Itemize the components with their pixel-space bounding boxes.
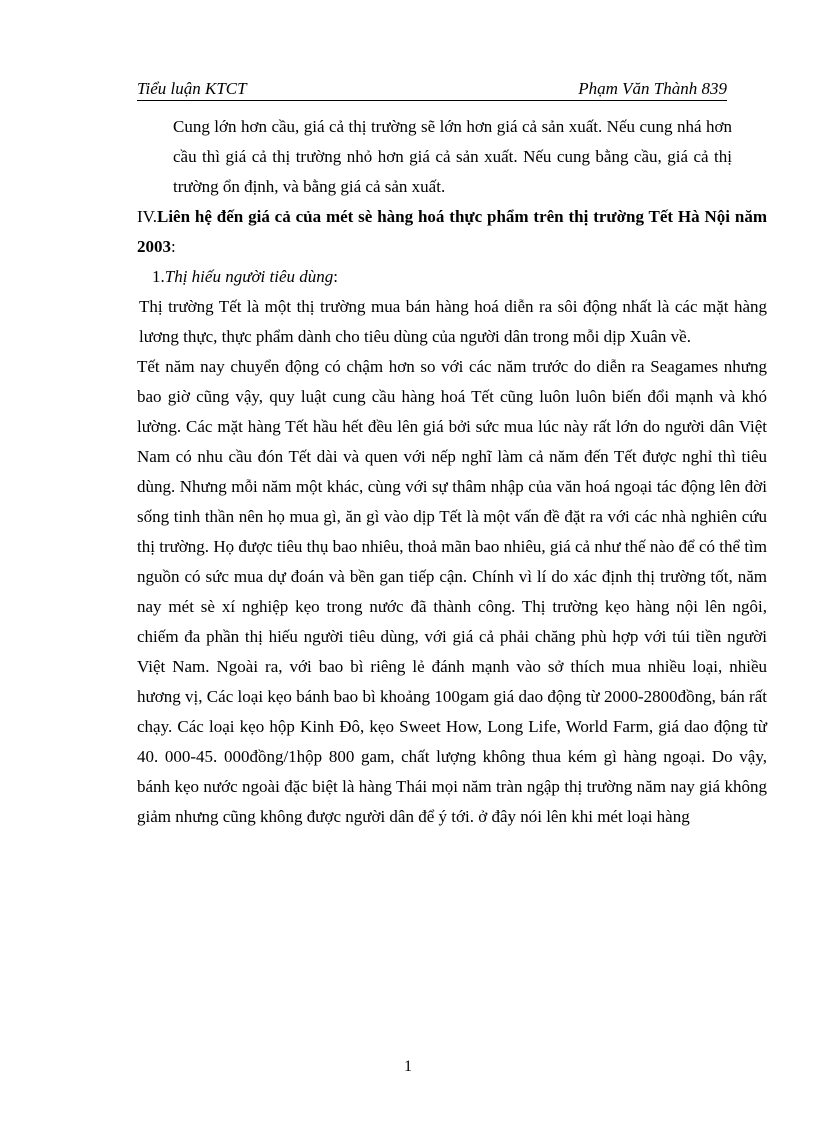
section-iv-title: Liên hệ đến giá cả của mét sè hàng hoá thực phẩm trên thị trường Tết Hà Nội năm 2003 — [137, 207, 767, 256]
subsection-1-colon: : — [333, 267, 338, 286]
section-iv-heading — [137, 202, 767, 262]
subsection-1-title: Thị hiếu người tiêu dùng — [164, 267, 334, 286]
page-number: 1 — [404, 1058, 412, 1075]
subsection-1-number: 1. — [152, 267, 165, 286]
intro-paragraph: Cung lớn hơn cầu, giá cả thị trường sẽ lớn hơn giá cả sản xuất. Nếu cung nhá hơn cầu thì giá cả thị trường nhỏ hơn giá cả sản xuất. Nếu cung bằng cầu, giá cả thị trường ổn định, và bằng giá cả sản xuất. — [173, 117, 732, 196]
subsection-1-heading — [137, 262, 767, 292]
section-iv-colon: : — [171, 237, 176, 256]
header-left: Tiểu luận KTCT — [137, 79, 247, 98]
header-right: Phạm Văn Thành 839 — [578, 79, 727, 98]
body-text — [137, 112, 767, 832]
paragraph-2: Tết năm nay chuyển động có chậm hơn so với các năm trước do diễn ra Seagames nhưng bao giờ cũng vậy, quy luật cung cầu hàng hoá Tết cũng luôn luôn biến đổi mạnh và khó lường. Các mặt hàng Tết hầu hết đều lên giá bởi sức mua lúc này rất lớn do người dân Việt Nam có nhu cầu đón Tết dài và quen với nếp nghĩ làm cả năm đến Tết được nghỉ thì tiêu dùng. Nhưng mỗi năm một khác, cùng với sự thâm nhập của văn hoá ngoại tác động lên đời sống tinh thần nên họ mua gì, ăn gì vào dịp Tết là một vấn đề đặt ra với các nhà nghiên cứu thị trường. Họ được tiêu thụ bao nhiêu, thoả mãn bao nhiêu, giá cả như thế nào để có thể tìm nguồn có sức mua dự đoán và bền gan tiếp cận. Chính vì lí do xác định thị trường tốt, năm nay mét sè xí nghiệp kẹo trong nước đã thành công. Thị trường kẹo hàng nội lên ngôi, chiếm đa phần thị hiếu người tiêu dùng, với giá cả phải chăng phù hợp với túi tiền người Việt Nam. Ngoài ra, với bao bì riêng lẻ đánh mạnh vào sở thích mua nhiều loại, nhiều hương vị, Các loại kẹo bánh bao bì khoảng 100gam giá dao động từ 2000-2800đồng, bán rất chạy. Các loại kẹo hộp Kinh Đô, kẹo Sweet How, Long Life, World Farm, giá dao động từ 40. 000-45. 000đồng/1hộp 800 gam, chất lượng không thua kém gì hàng ngoại. Do vậy, bánh kẹo nước ngoài đặc biệt là hàng Thái mọi năm tràn ngập thị trường năm nay giá không giảm nhưng cũng không được người dân để ý tới. ở đây nói lên khi mét loại hàng — [137, 357, 767, 826]
page-header — [137, 78, 727, 101]
section-iv-number: IV. — [137, 207, 157, 226]
paragraph-1: Thị trường Tết là một thị trường mua bán hàng hoá diễn ra sôi động nhất là các mặt hàng lương thực, thực phẩm dành cho tiêu dùng của người dân trong mỗi dịp Xuân về. — [139, 297, 767, 346]
